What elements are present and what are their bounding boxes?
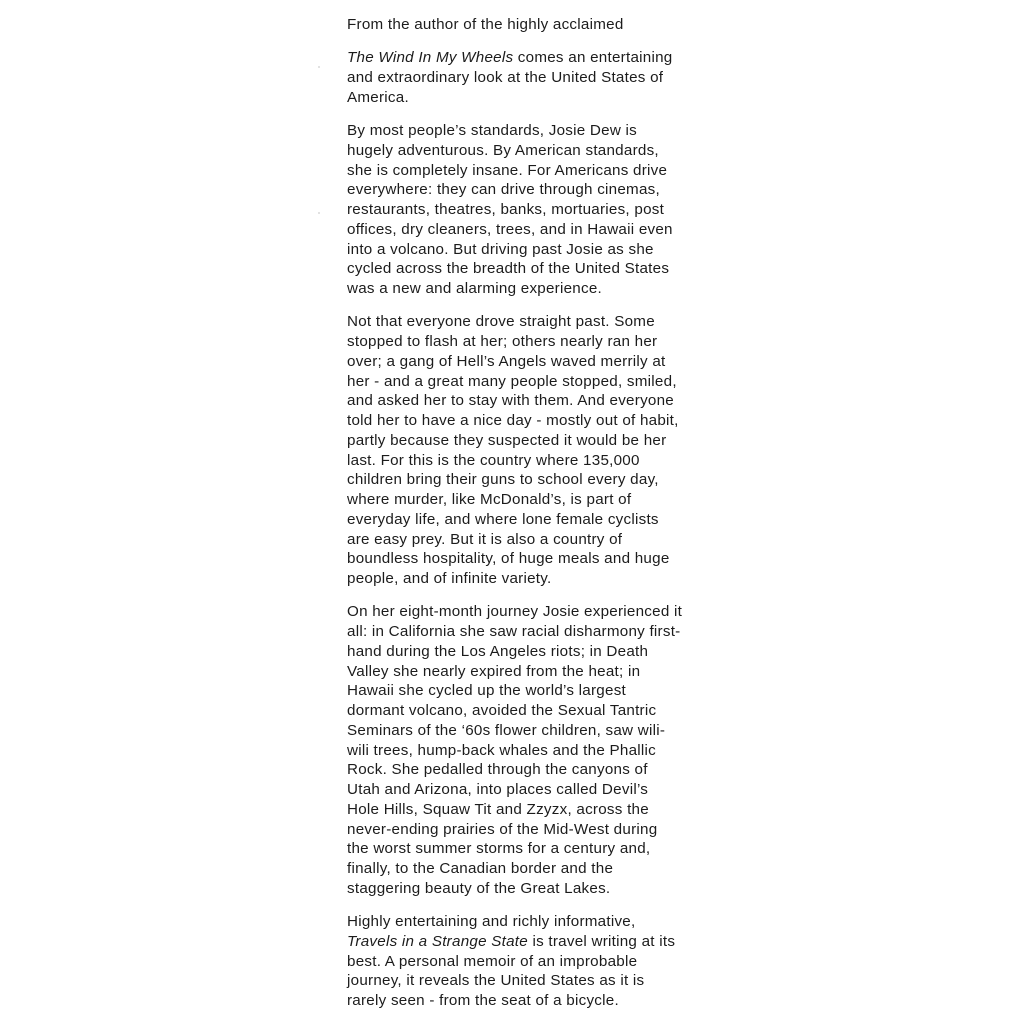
text-segment: Seminars of the ‘60s flower children, saw wili- xyxy=(347,721,666,739)
text-line xyxy=(347,121,712,141)
scan-speck xyxy=(318,212,320,214)
blurb-paragraph xyxy=(347,121,712,299)
text-segment: Valley she nearly expired from the heat; in xyxy=(347,662,641,680)
text-line xyxy=(347,741,712,761)
text-segment: Hole Hills, Squaw Tit and Zzyzx, across the xyxy=(347,800,649,818)
text-line xyxy=(347,820,712,840)
text-line xyxy=(347,48,712,68)
text-line xyxy=(347,760,712,780)
text-segment: stopped to flash at her; others nearly ran her xyxy=(347,333,658,350)
text-segment: finally, to the Canadian border and the xyxy=(347,860,614,877)
text-line xyxy=(347,530,712,550)
text-line xyxy=(347,141,712,161)
text-segment: best. A personal memoir of an improbable xyxy=(347,952,638,970)
text-line xyxy=(347,240,712,260)
text-line xyxy=(347,839,712,859)
book-title: Travels in a Strange State xyxy=(347,932,528,950)
text-segment: wili trees, hump-back whales and the Phallic xyxy=(347,741,656,759)
text-segment: told her to have a nice day - mostly out of habit, xyxy=(347,412,679,429)
text-segment: restaurants, theatres, banks, mortuaries, post xyxy=(347,201,665,218)
text-segment: Not that everyone drove straight past. Some xyxy=(347,313,655,331)
text-segment: journey, it reveals the United States as it is xyxy=(347,972,645,990)
text-segment: last. For this is the country where 135,000 xyxy=(347,451,640,469)
text-line xyxy=(347,932,712,952)
text-segment: By most people’s standards, Josie Dew is xyxy=(347,122,637,139)
text-segment: and extraordinary look at the United States of xyxy=(347,69,664,86)
text-line xyxy=(347,879,712,899)
blurb-paragraph xyxy=(347,48,712,107)
text-segment: into a volcano. But driving past Josie as she xyxy=(347,240,654,258)
text-line xyxy=(347,780,712,800)
text-segment: dormant volcano, avoided the Sexual Tantric xyxy=(347,702,657,719)
text-segment: cycled across the breadth of the United States xyxy=(347,260,670,278)
text-line xyxy=(347,431,712,451)
scan-speck xyxy=(318,66,320,68)
text-line xyxy=(347,681,712,701)
text-line xyxy=(347,991,712,1011)
text-segment: hand during the Los Angeles riots; in Death xyxy=(347,642,649,660)
text-line xyxy=(347,391,712,411)
text-line xyxy=(347,912,712,932)
text-line xyxy=(347,220,712,240)
text-line xyxy=(347,332,712,352)
text-segment: hugely adventurous. By American standards, xyxy=(347,141,659,159)
text-line xyxy=(347,161,712,181)
text-line xyxy=(347,312,712,332)
text-line xyxy=(347,602,712,622)
text-line xyxy=(347,800,712,820)
text-segment: and asked her to stay with them. And everyone xyxy=(347,392,674,410)
text-segment: she is completely insane. For Americans drive xyxy=(347,161,668,179)
blurb-paragraph xyxy=(347,602,712,898)
text-line xyxy=(347,642,712,662)
text-line xyxy=(347,279,712,299)
blurb-paragraph xyxy=(347,15,712,35)
text-line xyxy=(347,411,712,431)
text-segment: Hawaii she cycled up the world’s largest xyxy=(347,682,627,700)
text-line xyxy=(347,859,712,879)
text-segment: people, and of infinite variety. xyxy=(347,570,552,587)
text-line xyxy=(347,510,712,530)
book-title: The Wind In My Wheels xyxy=(347,49,514,67)
text-segment: boundless hospitality, of huge meals and huge xyxy=(347,550,670,568)
blurb-text xyxy=(347,15,712,1024)
text-line xyxy=(347,721,712,741)
text-line xyxy=(347,490,712,510)
text-line xyxy=(347,451,712,471)
text-segment: the worst summer storms for a century and, xyxy=(347,840,651,858)
text-segment: where murder, like McDonald’s, is part of xyxy=(347,491,632,508)
text-segment: From the author of the highly acclaimed xyxy=(347,16,624,33)
text-segment: staggering beauty of the Great Lakes. xyxy=(347,879,611,897)
text-segment: everyday life, and where lone female cyclists xyxy=(347,510,659,528)
text-segment: over; a gang of Hell’s Angels waved merrily at xyxy=(347,352,666,370)
text-line xyxy=(347,662,712,682)
text-line xyxy=(347,352,712,372)
text-segment: was a new and alarming experience. xyxy=(347,280,603,297)
text-segment: America. xyxy=(347,88,409,106)
text-segment: offices, dry cleaners, trees, and in Hawaii even xyxy=(347,220,673,238)
text-segment: comes an entertaining xyxy=(513,49,673,67)
text-line xyxy=(347,200,712,220)
text-segment: her - and a great many people stopped, smiled, xyxy=(347,372,677,390)
text-line xyxy=(347,15,712,35)
text-line xyxy=(347,971,712,991)
text-segment: is travel writing at its xyxy=(527,932,676,950)
text-segment: children bring their guns to school every day, xyxy=(347,471,659,489)
text-segment: all: in California she saw racial disharmony first- xyxy=(347,623,681,640)
text-line xyxy=(347,88,712,108)
text-segment: partly because they suspected it would be her xyxy=(347,431,667,449)
text-line xyxy=(347,549,712,569)
text-line xyxy=(347,180,712,200)
text-line xyxy=(347,569,712,589)
text-segment: On her eight-month journey Josie experienced it xyxy=(347,603,683,621)
text-line xyxy=(347,622,712,642)
text-line xyxy=(347,701,712,721)
blurb-paragraph xyxy=(347,912,712,1011)
text-line xyxy=(347,68,712,88)
text-segment: are easy prey. But it is also a country of xyxy=(347,530,623,548)
text-segment: Rock. She pedalled through the canyons of xyxy=(347,761,648,779)
text-segment: never-ending prairies of the Mid-West during xyxy=(347,820,658,838)
text-line xyxy=(347,470,712,490)
blurb-paragraph xyxy=(347,312,712,589)
text-segment: Highly entertaining and richly informative, xyxy=(347,913,636,930)
text-line xyxy=(347,952,712,972)
text-segment: everywhere: they can drive through cinemas, xyxy=(347,181,660,199)
text-segment: Utah and Arizona, into places called Devil’s xyxy=(347,781,649,798)
text-line xyxy=(347,372,712,392)
text-segment: rarely seen - from the seat of a bicycle. xyxy=(347,992,619,1009)
text-line xyxy=(347,259,712,279)
